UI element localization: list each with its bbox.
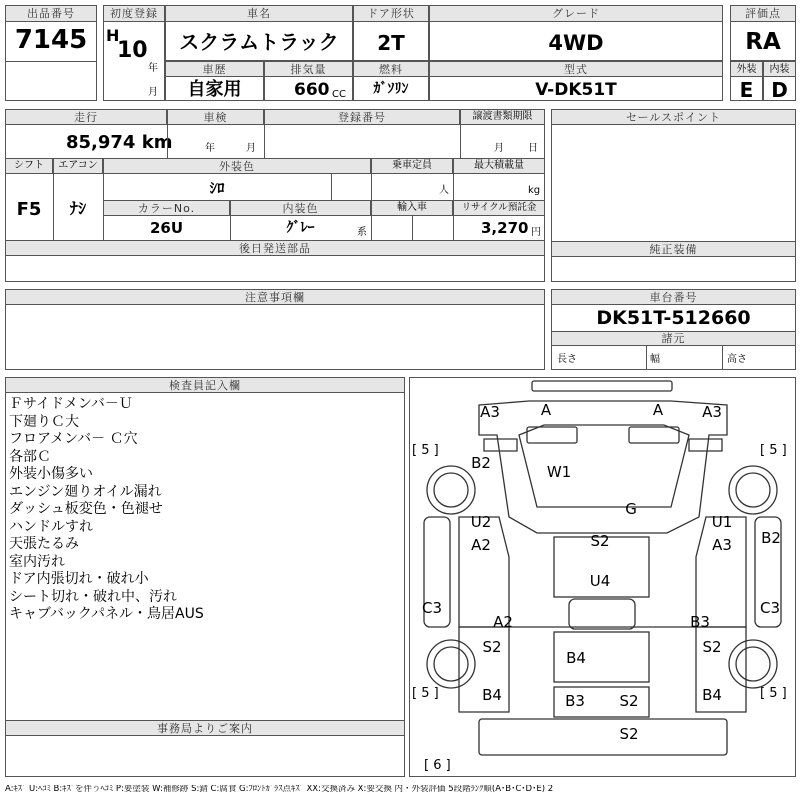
bracket-front-right: [ 5 ] [760, 443, 787, 458]
inspection-month-unit: 月 [246, 143, 256, 154]
score-label: 評価点 [745, 7, 781, 20]
max-load-unit: kg [528, 185, 541, 196]
damage-mark: U1 [711, 513, 733, 531]
office-info-label: 事務局よりご案内 [157, 722, 253, 735]
displacement-unit: CC [332, 89, 346, 100]
sales-point-label: セールスポイント [625, 111, 721, 124]
first-registration-year: 10 [117, 38, 148, 63]
damage-mark: A2 [493, 613, 513, 631]
inspector-note-line: 外装小傷多い [9, 466, 93, 482]
spec-label: 諸元 [661, 332, 686, 345]
inspector-note-line: 下廻りＣ大 [9, 413, 79, 430]
shift: F5 [16, 199, 42, 220]
notes-label: 注意事項欄 [245, 291, 305, 304]
inspector-note-line: Ｆサイドメンバ－Ｕ [9, 396, 133, 412]
recycle-fee-unit: 円 [531, 227, 541, 238]
damage-mark: B2 [761, 529, 781, 547]
damage-mark: S2 [702, 638, 722, 656]
damage-mark: A3 [702, 403, 722, 421]
damage-mark: B3 [690, 613, 710, 631]
damage-mark: S2 [482, 638, 502, 656]
first-registration-label: 初度登録 [110, 7, 158, 20]
era-letter: H [106, 26, 120, 45]
color-number: 26U [149, 219, 184, 237]
damage-mark: A [652, 401, 664, 419]
exterior-label: 外装 [736, 64, 757, 75]
aircon-label: エアコン [58, 160, 98, 171]
interior-color: ｸﾞﾚｰ [286, 220, 315, 236]
height-label: 高さ [727, 354, 747, 365]
damage-mark: A2 [471, 536, 491, 554]
bracket-rear-right: [ 5 ] [760, 686, 787, 701]
interior-color-suffix: 系 [357, 227, 367, 238]
damage-mark: U4 [589, 572, 611, 590]
damage-mark: W1 [546, 463, 572, 481]
capacity-label: 乗車定員 [392, 160, 432, 171]
bracket-front-left: [ 5 ] [412, 443, 439, 458]
width-label: 幅 [650, 354, 660, 365]
fuel: ｶﾞｿﾘﾝ [373, 81, 409, 97]
registration-label: 登録番号 [338, 111, 386, 124]
door-type: 2T [377, 31, 405, 55]
capacity-unit: 人 [439, 185, 449, 196]
door-label: ドア形状 [367, 7, 415, 20]
damage-mark: G [625, 500, 637, 518]
damage-mark: C3 [421, 599, 443, 617]
damage-mark: B2 [471, 454, 491, 472]
damage-mark: S2 [619, 725, 639, 743]
shift-label: シフト [14, 160, 44, 171]
later-parts-label: 後日発送部品 [239, 242, 311, 255]
exterior-grade: E [739, 78, 754, 102]
lot-number: 7145 [14, 25, 88, 55]
chassis-label: 車台番号 [649, 291, 698, 304]
mileage-label: 走行 [74, 111, 98, 124]
inspector-note-line: キャブバックパネル・鳥居AUS [9, 606, 204, 622]
legend-footer: A:ｷｽﾞ U:ﾍｺﾐ B:ｷｽﾞを伴うﾍｺﾐ P:要塗装 W:補修跡 S:錆 C:腐食 G:ﾌﾛﾝﾄｶﾞﾗｽ点ｷｽﾞ XX:交換済み X:要交換 内・外装評価 5段階ﾗﾝｸ順(A･B･C･D･E) 2 [5, 785, 554, 794]
year-unit: 年 [148, 63, 158, 74]
damage-mark: B4 [482, 686, 502, 704]
recycle-fee: 3,270 [481, 219, 529, 237]
genuine-equipment-label: 純正装備 [649, 243, 698, 256]
inspector-note-line: ダッシュ板変色・色褪せ [9, 501, 163, 517]
inspector-note-line: シート切れ・破れ中、汚れ [9, 588, 177, 605]
displacement-label: 排気量 [290, 63, 327, 76]
inspector-note-line: フロアメンバ－ Ｃ穴 [9, 431, 138, 447]
displacement: 660 [294, 80, 330, 100]
month-unit: 月 [148, 87, 158, 98]
damage-mark: S2 [590, 532, 610, 550]
inspector-note-line: エンジン廻りオイル漏れ [9, 483, 162, 500]
model-label: 型式 [564, 63, 588, 76]
inspection-label: 車検 [203, 111, 228, 124]
history: 自家用 [187, 79, 242, 100]
exterior-color-label: 外装色 [219, 160, 255, 173]
damage-mark: A3 [480, 403, 500, 421]
inspector-note-line: ハンドルすれ [9, 518, 93, 535]
bracket-rear: [ 6 ] [424, 758, 451, 773]
damage-mark: A [540, 401, 552, 419]
history-label: 車歴 [202, 63, 227, 76]
inspector-note-line: ドア内張切れ・破れ小 [9, 571, 149, 587]
damage-mark: U2 [470, 513, 492, 531]
damage-mark: B4 [566, 649, 586, 667]
damage-mark: C3 [759, 599, 781, 617]
damage-mark: B3 [565, 692, 585, 710]
recycle-fee-label: リサイクル預託金 [461, 202, 537, 213]
score: RA [745, 29, 781, 55]
damage-mark: A3 [712, 536, 732, 554]
damage-mark: S2 [619, 692, 639, 710]
lot-number-label: 出品番号 [27, 7, 75, 20]
car-name: スクラムトラック [179, 30, 339, 54]
interior-label: 内装 [769, 64, 790, 75]
length-label: 長さ [557, 354, 577, 365]
fuel-label: 燃料 [379, 63, 403, 76]
damage-mark: B4 [702, 686, 722, 704]
grade: 4WD [548, 31, 604, 55]
inspector-note-line: 天張たるみ [9, 536, 79, 552]
inspector-label: 検査員記入欄 [169, 379, 241, 392]
max-load-label: 最大積載量 [474, 160, 524, 171]
exterior-color: ｼﾛ [209, 179, 225, 197]
chassis-number: DK51T-512660 [596, 307, 751, 329]
model: V-DK51T [535, 80, 617, 100]
inspector-note-line: 室内汚れ [9, 553, 65, 570]
car-name-label: 車名 [247, 7, 271, 20]
interior-grade: D [771, 78, 788, 102]
mileage: 85,974 km [66, 132, 173, 153]
import-label: 輸入車 [397, 202, 427, 213]
transfer-deadline-label: 譲渡書類期限 [472, 111, 533, 122]
grade-label: グレード [552, 7, 600, 20]
aircon: ﾅｼ [69, 199, 86, 218]
inspector-notes [9, 396, 399, 624]
bracket-rear-left: [ 5 ] [412, 686, 439, 701]
transfer-month-unit: 月 [494, 143, 504, 154]
inspector-note-line: 各部Ｃ [9, 448, 51, 465]
transfer-day-unit: 日 [528, 143, 538, 154]
color-number-label: カラーNo. [137, 202, 196, 215]
interior-color-label: 内装色 [282, 202, 319, 215]
inspection-year-unit: 年 [205, 143, 215, 154]
